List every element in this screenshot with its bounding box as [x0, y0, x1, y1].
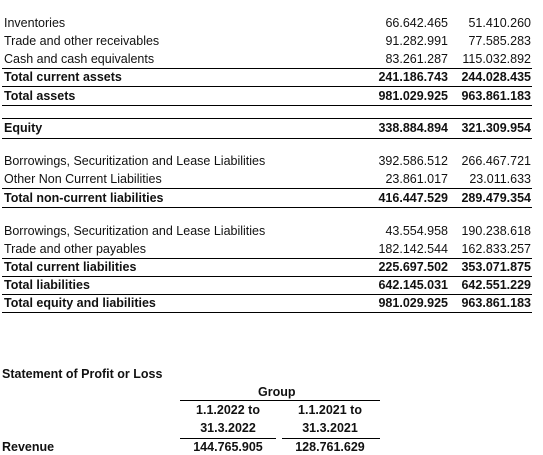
value-2021: 963.861.183: [461, 89, 531, 103]
rule: [2, 312, 532, 313]
section-title: Statement of Profit or Loss: [2, 367, 163, 381]
value-2022: 981.029.925: [378, 296, 448, 310]
value-2022: 83.261.287: [385, 52, 448, 66]
table-row: [2, 258, 533, 276]
value-2022: 416.447.529: [378, 191, 448, 205]
table-row: [2, 170, 533, 188]
revenue-2022: 144.765.905: [193, 440, 263, 454]
value-2022: 642.145.031: [378, 278, 448, 292]
row-label: Trade and other receivables: [4, 34, 160, 48]
table-row: [2, 119, 533, 137]
rule: [2, 138, 532, 139]
value-2021: 266.467.721: [461, 154, 531, 168]
period-2021-end: 31.3.2021: [302, 421, 358, 435]
value-2021: 51.410.260: [468, 16, 531, 30]
table-row: [2, 222, 533, 240]
value-2022: 392.586.512: [378, 154, 448, 168]
row-label: Total equity and liabilities: [4, 296, 156, 310]
value-2022: 43.554.958: [385, 224, 448, 238]
table-row: [2, 294, 533, 312]
group-header: Group: [258, 385, 296, 399]
value-2021: 190.238.618: [461, 224, 531, 238]
value-2021: 321.309.954: [461, 121, 531, 135]
table-row: [2, 32, 533, 50]
row-label: Inventories: [4, 16, 66, 30]
value-2022: 241.186.743: [378, 70, 448, 84]
row-label: Total assets: [4, 89, 76, 103]
period-2022-start: 1.1.2022 to: [196, 403, 260, 417]
value-2021: 289.479.354: [461, 191, 531, 205]
value-2022: 981.029.925: [378, 89, 448, 103]
table-row: [2, 87, 533, 105]
table-row: [2, 189, 533, 207]
table-row: [2, 152, 533, 170]
table-row: [2, 50, 533, 68]
value-2021: 642.551.229: [461, 278, 531, 292]
row-label: Total liabilities: [4, 278, 90, 292]
value-2022: 23.861.017: [385, 172, 448, 186]
period-2021-start: 1.1.2021 to: [298, 403, 362, 417]
period-2022-end: 31.3.2022: [200, 421, 256, 435]
table-row: [2, 240, 533, 258]
row-label: Equity: [4, 121, 43, 135]
value-2021: 115.032.892: [462, 52, 531, 66]
value-2021: 77.585.283: [468, 34, 531, 48]
table-row: [2, 276, 533, 294]
value-2021: 244.028.435: [461, 70, 531, 84]
revenue-2021: 128.761.629: [295, 440, 365, 454]
row-label: Total non-current liabilities: [4, 191, 164, 205]
value-2021: 963.861.183: [461, 296, 531, 310]
row-label: Trade and other payables: [4, 242, 146, 256]
value-2022: 66.642.465: [385, 16, 448, 30]
value-2022: 91.282.991: [385, 34, 448, 48]
rule: [2, 207, 532, 208]
value-2021: 353.071.875: [461, 260, 531, 274]
row-label: Total current liabilities: [4, 260, 137, 274]
revenue-label: Revenue: [2, 440, 55, 454]
row-label: Other Non Current Liabilities: [4, 172, 162, 186]
rule: [180, 400, 380, 401]
row-label: Borrowings, Securitization and Lease Liabilities: [4, 224, 266, 238]
table-row: [2, 14, 533, 32]
value-2022: 182.142.544: [378, 242, 448, 256]
row-label: Total current assets: [4, 70, 122, 84]
value-2021: 23.011.633: [469, 172, 531, 186]
rule: [2, 105, 532, 106]
value-2022: 225.697.502: [378, 260, 448, 274]
table-row: [2, 68, 533, 86]
row-label: Borrowings, Securitization and Lease Liabilities: [4, 154, 266, 168]
value-2021: 162.833.257: [461, 242, 531, 256]
value-2022: 338.884.894: [378, 121, 448, 135]
row-label: Cash and cash equivalents: [4, 52, 155, 66]
